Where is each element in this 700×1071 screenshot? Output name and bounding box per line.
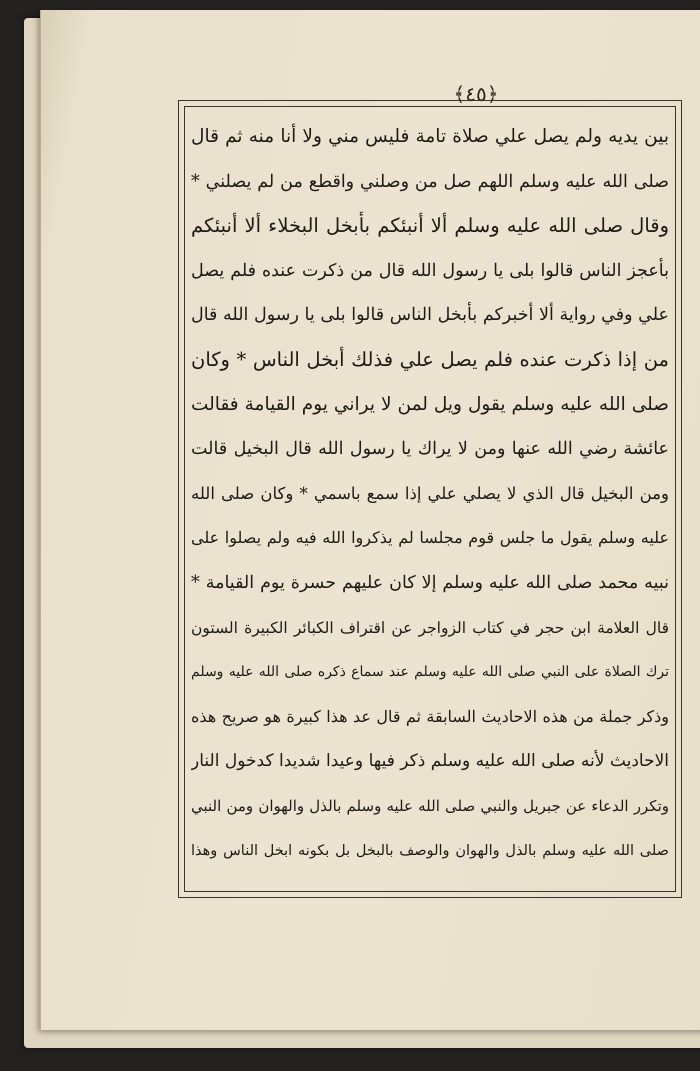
- text-line: علي وفي رواية ألا أخبركم بأبخل الناس قالوا بلى يا رسول الله قال: [191, 305, 669, 326]
- text-line: صلى الله عليه وسلم بالذل والهوان والوصف بالبخل بل بكونه ابخل الناس وهذا: [191, 842, 669, 859]
- text-line: ترك الصلاة على النبي صلى الله عليه وسلم عند سماع ذكره صلى الله عليه وسلم: [191, 664, 669, 681]
- text-line: عليه وسلم يقول ما جلس قوم مجلسا لم يذكروا الله فيه ولم يصلوا على: [191, 528, 669, 548]
- text-line: وتكرر الدعاء عن جبريل والنبي صلى الله عليه وسلم بالذل والهوان ومن النبي: [191, 796, 669, 815]
- text-line: صلى الله عليه وسلم يقول ويل لمن لا يراني يوم القيامة فقالت: [191, 393, 669, 415]
- text-line: الاحاديث لأنه صلى الله عليه وسلم ذكر فيها وعيدا شديدا كدخول النار: [191, 751, 669, 772]
- page-number: ﴿٤٥﴾: [453, 82, 499, 106]
- text-line: عائشة رضي الله عنها ومن لا يراك يا رسول الله قال البخيل قالت: [191, 439, 669, 460]
- text-line: صلى الله عليه وسلم اللهم صل من وصلني واقطع من لم يصلني *: [191, 171, 669, 192]
- text-frame: [178, 100, 682, 898]
- text-line: من إذا ذكرت عنده فلم يصل علي فذلك أبخل الناس * وكان: [191, 347, 669, 371]
- text-line: وقال صلى الله عليه وسلم ألا أنبئكم بأبخل البخلاء ألا أنبئكم: [191, 214, 669, 238]
- main-text: [191, 115, 669, 883]
- text-line: وذكر جملة من هذه الاحاديث السابقة ثم قال عد هذا كبيرة هو صريح هذه: [191, 706, 669, 726]
- text-frame-inner-border: [184, 106, 676, 892]
- text-line: ومن البخيل قال الذي لا يصلي علي إذا سمع باسمي * وكان صلى الله: [191, 483, 669, 503]
- text-line: بأعجز الناس قالوا بلى يا رسول الله قال من ذكرت عنده فلم يصل: [191, 260, 669, 281]
- text-line: بين يديه ولم يصل علي صلاة تامة فليس مني ولا أنا منه ثم قال: [191, 126, 669, 147]
- text-line: نبيه محمد صلى الله عليه وسلم إلا كان عليهم حسرة يوم القيامة *: [191, 572, 669, 593]
- text-line: قال العلامة ابن حجر في كتاب الزواجر عن اقتراف الكبائر الكبيرة الستون: [191, 618, 669, 637]
